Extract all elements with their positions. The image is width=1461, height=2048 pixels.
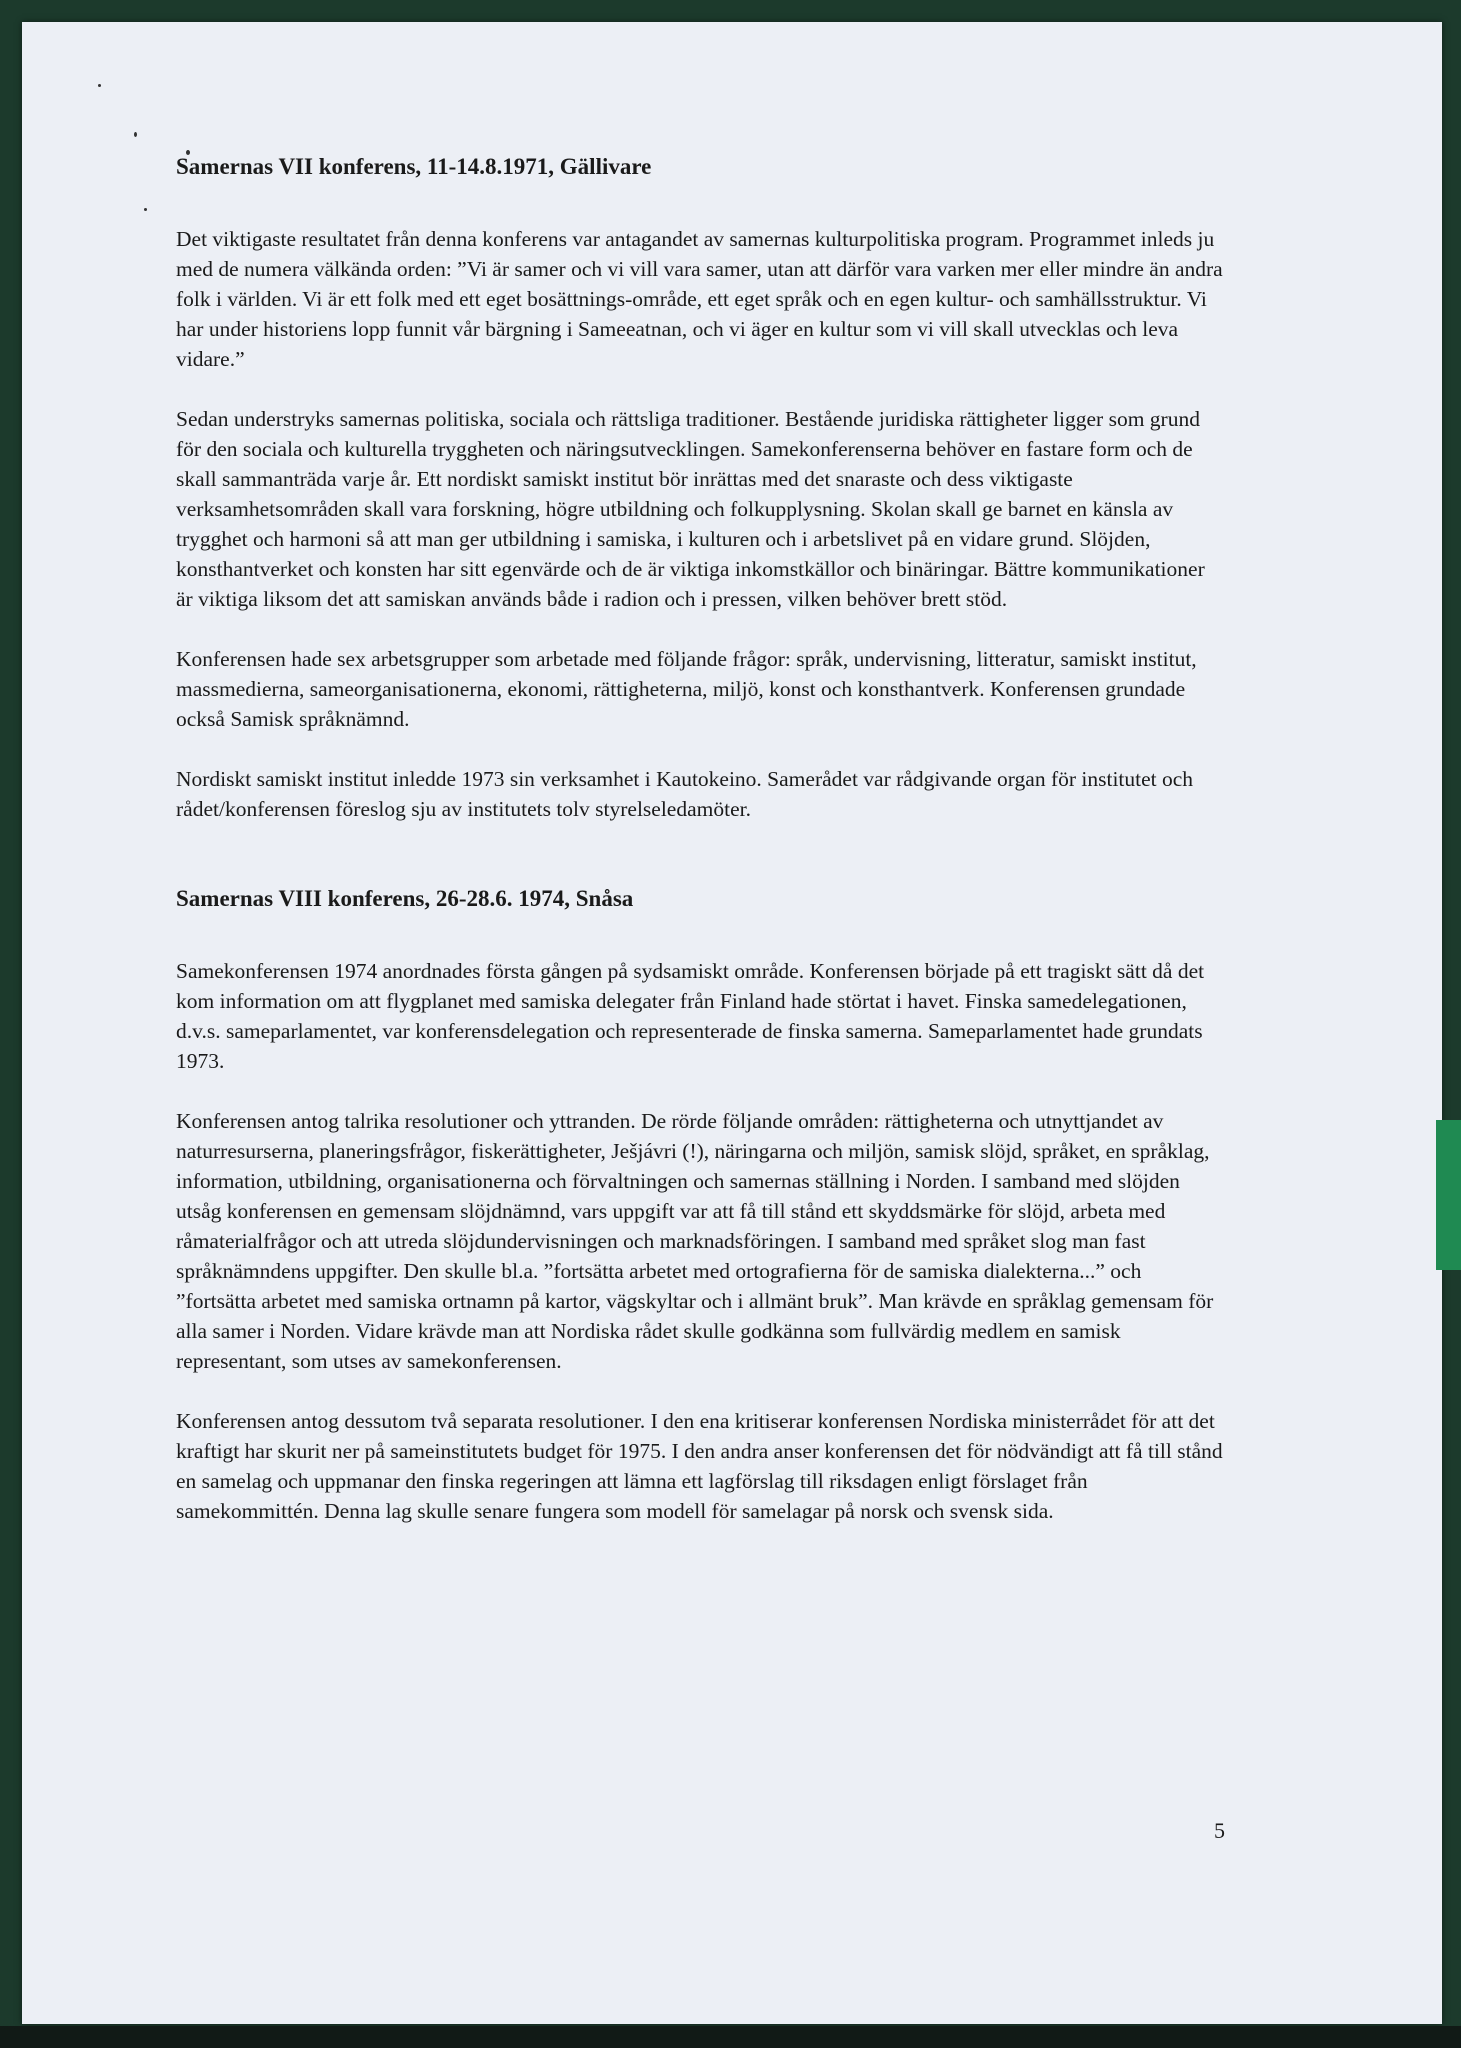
section-heading: Samernas VIII konferens, 26-28.6. 1974, Snåsa bbox=[176, 886, 634, 911]
paragraph: Konferensen hade sex arbetsgrupper som arbetade med följande frågor: språk, undervisning, litteratur, samiskt institut, massmedierna, sameorganisationerna, ekonomi, rättigheterna, miljö, konst och konsthantverk. Konferensen grundade också Samisk språknämnd. bbox=[176, 647, 1197, 731]
paragraph: Sedan understryks samernas politiska, sociala och rättsliga traditioner. Bestående juridiska rättigheter ligger som grund för den sociala och kulturella tryggheten och näringsutvecklingen. Samekonferenserna behöver en fastare form och de skall sammanträda varje år. Ett nordiskt samiskt institut bör inrättas med det snaraste och dess viktigaste verksamhetsområden skall vara forskning, högre utbildning och folkupplysning. Skolan skall ge barnet en känsla av trygghet och harmoni så att man ger utbildning i samiska, i kulturen och i arbetslivet på en vidare grund. Slöjden, konsthantverket och konsten har sitt egenvärde och de är viktiga inkomstkällor och binäringar. Bättre kommunikationer är viktiga liksom det att samiskan används både i radion och i pressen, vilken behöver brett stöd. bbox=[176, 407, 1205, 611]
section-heading: Samernas VII konferens, 11-14.8.1971, Gällivare bbox=[176, 154, 652, 179]
scan-border bbox=[0, 2026, 1461, 2048]
paragraph: Samekonferensen 1974 anordnades första gången på sydsamiskt område. Konferensen började på ett tragiskt sätt då det kom information om att flygplanet med samiska delegater från Finland hade störtat i havet. Finska samedelegationen, d.v.s. sameparlamentet, var konferensdelegation och representerade de finska samerna. Sameparlamentet hade grundats 1973. bbox=[176, 959, 1205, 1073]
section-viii-konferens bbox=[176, 884, 1226, 1526]
paragraph: Konferensen antog dessutom två separata resolutioner. I den ena kritiserar konferensen Nordiska ministerrådet för att det kraftigt har skurit ner på sameinstitutets budget för 1975. I den andra anser konferensen det för nödvändigt att få till stånd en samelag och uppmanar den finska regeringen att lämna ett lagförslag till riksdagen enligt förslaget från samekommittén. Denna lag skulle senare fungera som modell för samelagar på norsk och svensk sida. bbox=[176, 1409, 1223, 1523]
page-number: 5 bbox=[1214, 1818, 1225, 1843]
paragraph: Det viktigaste resultatet från denna konferens var antagandet av samernas kulturpolitiska program. Programmet inleds ju med de numera välkända orden: ”Vi är samer och vi vill vara samer, utan att därför vara varken mer eller mindre än andra folk i världen. Vi är ett folk med ett eget bosättnings-område, ett eget språk och en egen kultur- och samhällsstruktur. Vi har under historiens lopp funnit vår bärgning i Sameeatnan, och vi äger en kultur som vi vill skall utvecklas och leva vidare.” bbox=[176, 227, 1223, 371]
green-tab bbox=[1436, 1120, 1461, 1270]
scan-speck bbox=[98, 84, 101, 87]
scan-speck bbox=[134, 132, 137, 137]
paragraph: Nordiskt samiskt institut inledde 1973 sin verksamhet i Kautokeino. Samerådet var rådgivande organ för institutet och rådet/konferensen föreslog sju av institutets tolv styrelseledamöter. bbox=[176, 767, 1194, 821]
section-vii-konferens bbox=[176, 152, 1226, 824]
document-body bbox=[176, 152, 1226, 1556]
paragraph: Konferensen antog talrika resolutioner och yttranden. De rörde följande områden: rättigheterna och utnyttjandet av naturresurserna, planeringsfrågor, fiskerättigheter, Ješjávri (!), näringarna och miljön, samisk slöjd, språket, en språklag, information, utbildning, organisationerna och förvaltningen och samernas ställning i Norden. I samband med slöjden utsåg konferensen en gemensam slöjdnämnd, vars uppgift var att få till stånd ett skyddsmärke för slöjd, arbeta med råmaterialfrågor och att utreda slöjdundervisningen och marknadsföringen. I samband med språket slog man fast språknämndens uppgifter. Den skulle bl.a. ”fortsätta arbetet med ortografierna för de samiska dialekterna...” och ”fortsätta arbetet med samiska ortnamn på kartor, vägskyltar och i allmänt bruk”. Man krävde en språklag gemensam för alla samer i Norden. Vidare krävde man att Nordiska rådet skulle godkänna som fullvärdig medlem en samisk representant, som utses av samekonferensen. bbox=[176, 1109, 1214, 1373]
scan-speck bbox=[144, 208, 147, 211]
